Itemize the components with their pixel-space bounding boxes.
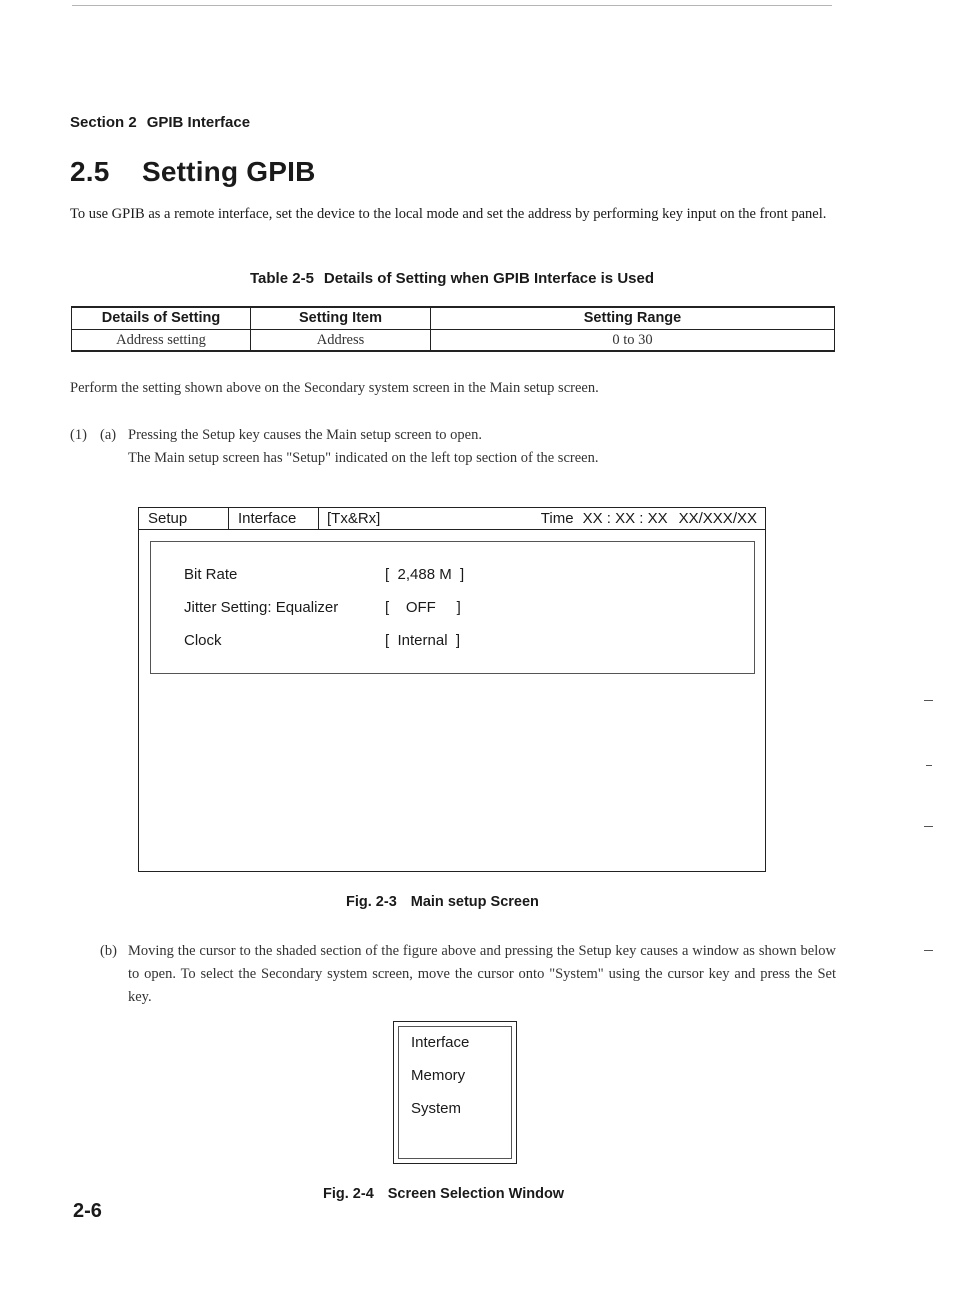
selection-item-system[interactable]: System — [411, 1100, 462, 1117]
figure-caption — [346, 894, 539, 910]
date-value: XX/XXX/XX — [678, 510, 757, 527]
figure-caption-title: Main setup Screen — [410, 894, 539, 910]
screen-title-setup: Setup — [148, 510, 188, 527]
table-header-cell: Setting Item — [251, 307, 431, 330]
screen-title-time — [541, 508, 757, 530]
figure-caption — [323, 1186, 564, 1202]
perform-paragraph: Perform the setting shown above on the Secondary system screen in the Main setup screen. — [70, 380, 599, 396]
setting-row-bit-rate[interactable] — [184, 566, 465, 583]
running-header-section: Section 2 — [70, 114, 137, 131]
setting-value: [ Internal ] — [385, 632, 461, 649]
setting-row-jitter[interactable] — [184, 599, 461, 616]
step-a-line-2: The Main setup screen has "Setup" indicated on the left top section of the screen. — [128, 450, 599, 466]
setting-label: Jitter Setting: Equalizer — [184, 599, 339, 616]
step-b-label: (b) — [100, 943, 117, 959]
step-b-text: Moving the cursor to the shaded section of the figure above and pressing the Setup key causes a window as shown below to open. To select the Secondary system screen, move the cursor onto "System" using the cursor key and press the Set key. — [128, 943, 836, 1005]
margin-mark — [924, 950, 933, 951]
screen-title-bar — [139, 508, 765, 530]
step-a-label: (a) — [100, 427, 117, 443]
time-value: XX : XX : XX — [582, 510, 668, 527]
table-cell: Address — [251, 330, 431, 352]
running-header — [70, 114, 250, 131]
step-a-text — [128, 424, 598, 470]
table-caption-number: Table 2-5 — [250, 270, 314, 287]
step-number: (1) — [70, 427, 87, 443]
section-heading-title: Setting GPIB — [142, 156, 316, 187]
time-label: Time — [540, 510, 574, 527]
table-caption — [70, 270, 834, 287]
step-a-line-1: Pressing the Setup key causes the Main setup screen to open. — [128, 427, 482, 443]
page-number: 2-6 — [73, 1200, 102, 1222]
margin-mark — [926, 765, 932, 766]
screen-title-interface-tab[interactable] — [228, 508, 319, 529]
screen-selection-window — [393, 1021, 517, 1164]
section-heading-number: 2.5 — [70, 156, 110, 187]
running-header-title: GPIB Interface — [146, 114, 251, 131]
section-heading — [70, 156, 316, 188]
setting-value: [ OFF ] — [385, 599, 461, 616]
figure-caption-number: Fig. 2-4 — [323, 1186, 374, 1202]
intro-paragraph: To use GPIB as a remote interface, set the device to the local mode and set the address by performing key input on the front panel. — [70, 206, 827, 222]
gpib-settings-table — [71, 306, 835, 352]
top-rule — [72, 5, 832, 6]
table-cell: 0 to 30 — [431, 330, 835, 352]
settings-panel — [150, 541, 755, 674]
table-cell: Address setting — [72, 330, 251, 352]
selection-item-memory[interactable]: Memory — [411, 1067, 466, 1084]
setting-row-clock[interactable] — [184, 632, 461, 649]
table-header-cell: Setting Range — [431, 307, 835, 330]
setting-value: [ 2,488 M ] — [385, 566, 465, 583]
screen-title-interface-label: Interface — [238, 510, 297, 527]
main-setup-screen — [138, 507, 766, 872]
screen-title-mode: [Tx&Rx] — [327, 510, 381, 527]
step-sub-label — [100, 424, 127, 447]
margin-mark — [924, 826, 933, 827]
selection-window-inner — [398, 1026, 512, 1159]
table-caption-title: Details of Setting when GPIB Interface is Used — [323, 270, 654, 287]
table-row — [72, 330, 835, 352]
setting-label: Bit Rate — [184, 566, 238, 583]
table-header-cell: Details of Setting — [72, 307, 251, 330]
table-header-row — [72, 307, 835, 330]
setting-label: Clock — [184, 632, 222, 649]
margin-mark — [924, 700, 933, 701]
figure-caption-title: Screen Selection Window — [387, 1186, 565, 1202]
selection-item-interface[interactable]: Interface — [411, 1034, 470, 1051]
figure-caption-number: Fig. 2-3 — [346, 894, 397, 910]
